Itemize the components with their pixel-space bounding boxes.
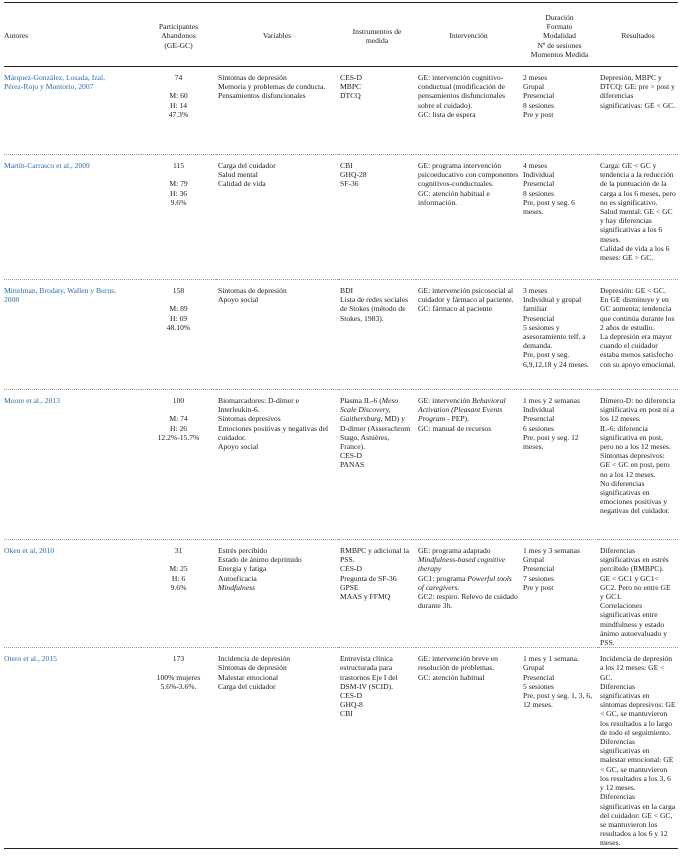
header-participantes: Participantes Abandonos (GE-GC) xyxy=(141,3,216,67)
duration-line: Individual xyxy=(523,170,555,180)
variable-line: Síntomas de depresión xyxy=(218,663,287,673)
instrument-line: GPSE xyxy=(340,582,359,592)
author-line: Pérez-Rojo y Montorio, 2007 xyxy=(4,82,94,92)
result-line: GE < GC1 y GC1< GC2. Pero no entre GE y GC1. xyxy=(600,573,671,602)
participants-total: 100 xyxy=(172,396,185,406)
header-instrumentos: Instrumentos de medida xyxy=(338,3,416,67)
intervention-line: GE: intervención Behavioral Activation (Pleasant Events Program - PEP). xyxy=(418,396,506,424)
intervention-line: GC: manual de recursos xyxy=(418,423,492,433)
participants-total: 158 xyxy=(172,286,185,296)
result-line: Carga: GE < GC y tendencia a la reducción de la puntuación de la carga a los 6 meses, pero no es significativo. xyxy=(600,161,676,207)
intervention-line: GE: intervención psicosocial al cuidador y fármaco al paciente. xyxy=(418,286,514,305)
author-line: 2008 xyxy=(4,295,20,305)
duration-line: Pre, post y seg. 1, 3, 6, 12 meses. xyxy=(523,691,592,710)
variable-line: Apoyo social xyxy=(218,295,259,305)
intervention-line: GC: atención habitual xyxy=(418,672,485,682)
header-resultados: Resultados xyxy=(598,3,678,67)
header-duracion: Duración Formato Modalidad Nº de sesiones Momentos Medida xyxy=(521,3,598,67)
participants-hombres: H: 6 xyxy=(171,573,186,583)
duration-line: Pre y post xyxy=(523,582,554,592)
instrument-line: CES-D xyxy=(340,451,362,461)
instrument-line: GHQ-28 xyxy=(340,170,367,180)
cell-variables xyxy=(216,280,338,390)
table-row xyxy=(4,280,678,390)
result-line: No diferencias significativas en emociones positivas y negativas del cuidador. xyxy=(600,478,670,516)
duration-line: Grupal xyxy=(523,555,545,565)
duration-line: 8 sesiones xyxy=(523,100,555,110)
participants-abandonos: 9.6% xyxy=(170,582,187,592)
spacer xyxy=(143,82,214,91)
result-line: Síntomas depresivos: GE < GC en post, pero no a los 12 meses. xyxy=(600,451,670,479)
duration-line: Grupal xyxy=(523,663,545,673)
participants-abandonos: 48.10% xyxy=(166,322,191,332)
duration-line: 1 mes y 1 semana. xyxy=(523,654,579,664)
instrument-line: GHQ-8 xyxy=(340,700,363,710)
cell-resultados xyxy=(598,280,678,390)
author-line: Otero et al., 2015 xyxy=(4,654,57,664)
instrument-line: Pregunta de SF-36 xyxy=(340,573,397,583)
participants-hombres: H: 14 xyxy=(169,100,188,110)
instrument-line: Plasma IL-6 (Meso Scale Discovery, Gaithersburg, MD) y D-dímer (Asserachrom Stago, Asnières, France). xyxy=(340,396,411,452)
duration-line: Presencial xyxy=(523,91,555,101)
spacer xyxy=(143,663,214,672)
duration-line: 1 mes y 3 semanas xyxy=(523,546,580,556)
intervention-line: GE: intervención breve en resolución de problemas. xyxy=(418,654,498,673)
variable-line: Carga del cuidador xyxy=(218,161,276,171)
cell-duracion xyxy=(521,280,598,390)
duration-line: Pre, post y seg. 12 meses. xyxy=(523,432,579,452)
variable-line: Apoyo social xyxy=(218,442,259,452)
cell-participantes xyxy=(141,67,216,155)
result-line: Depresión, MBPC y DTCQ: GE: pre > post y diferencias significativas: GE < GC. xyxy=(600,73,676,110)
spacer xyxy=(143,295,214,304)
participants-mujeres: M: 60 xyxy=(169,91,188,101)
author-line: Moore et al., 2013 xyxy=(4,396,60,406)
instrument-line: MBPC xyxy=(340,82,362,92)
cell-intervencion xyxy=(416,540,521,648)
participants-hombres: H: 36 xyxy=(169,188,188,198)
cell-variables xyxy=(216,648,338,848)
intervention-line: GE: programa intervención psicoeducativo con componentes cognitivos-conductuales. xyxy=(418,161,519,189)
variable-line: Biomarcadores: D-dímer e Interleukin-6. xyxy=(218,396,299,415)
cell-participantes xyxy=(141,540,216,648)
table-row xyxy=(4,540,678,648)
cell-duracion xyxy=(521,67,598,155)
cell-intervencion xyxy=(416,67,521,155)
cell-variables xyxy=(216,390,338,540)
participants-abandonos: 47.3% xyxy=(168,109,189,119)
result-line: Dímero-D: no diferencia significativa en post ni a los 12 meses. xyxy=(600,396,676,424)
cell-resultados xyxy=(598,155,678,280)
duration-line: Presencial xyxy=(523,672,555,682)
participants-mujeres: 100% mujeres xyxy=(156,672,201,682)
result-line: Diferencias significativas en la carga del cuidador: GE < GC, se mantuvieron los resultados a los 6 y 12 meses. xyxy=(600,792,676,848)
author-line: Márquez-González, Losada, Izal, xyxy=(4,73,105,83)
participants-abandonos: 12.2%-15.7% xyxy=(157,432,200,442)
author-line: Mittelman, Brodaty, Wallen y Burns, xyxy=(4,286,117,296)
author-line: Oken et al, 2010 xyxy=(4,546,55,556)
cell-variables xyxy=(216,540,338,648)
duration-line: 2 meses xyxy=(523,73,548,83)
variable-line: Memoria y problemas de conducta. xyxy=(218,82,326,92)
cell-resultados xyxy=(598,648,678,848)
duration-line: Individual xyxy=(523,405,555,415)
participants-total: 31 xyxy=(174,546,183,556)
cell-autores xyxy=(4,540,141,648)
cell-duracion xyxy=(521,540,598,648)
spacer xyxy=(143,405,214,414)
participants-total: 115 xyxy=(172,161,185,171)
cell-intervencion xyxy=(416,648,521,848)
cell-intervencion xyxy=(416,280,521,390)
cell-instrumentos xyxy=(338,155,416,280)
cell-resultados xyxy=(598,390,678,540)
intervention-line: GC2: respiro. Relevo de cuidado durante 3h. xyxy=(418,592,518,611)
variable-line: Energía y fatiga xyxy=(218,564,267,574)
cell-instrumentos xyxy=(338,540,416,648)
variable-line: Incidencia de depresión xyxy=(218,654,291,664)
duration-line: 1 mes y 2 semanas xyxy=(523,396,580,406)
participants-abandonos: 5.6%-3.6%. xyxy=(160,681,197,691)
duration-line: Grupal xyxy=(523,82,545,92)
participants-hombres: H: 26 xyxy=(169,423,188,433)
result-line: IL-6: diferencia significativa en post, pero no a los 12 meses. xyxy=(600,423,671,452)
cell-intervencion xyxy=(416,390,521,540)
participants-abandonos: 9.6% xyxy=(170,197,187,207)
duration-line: Presencial xyxy=(523,414,555,424)
variable-line: Síntomas de depresión xyxy=(218,73,287,83)
variable-line: Síntomas depresivos xyxy=(218,414,281,424)
instrument-line: Entrevista clínica estructurada para trastornos Eje I del DSM-IV (SCID). xyxy=(340,654,398,691)
studies-table xyxy=(4,2,678,849)
instrument-line: Lista de redes sociales de Stokes (método de Stokes, 1983). xyxy=(340,295,409,323)
cell-duracion xyxy=(521,390,598,540)
variable-line: Síntomas de depresión xyxy=(218,286,287,296)
participants-mujeres: M: 79 xyxy=(169,179,188,189)
duration-line: 5 sesiones y asesoramiento telf. a demanda. xyxy=(523,322,586,351)
header-variables: Variables xyxy=(216,3,338,67)
variable-line: Carga del cuidador xyxy=(218,681,276,691)
cell-autores xyxy=(4,390,141,540)
variable-line: Emociones positivas y negativas del cuidador. xyxy=(218,423,329,442)
result-line: Diferencias significativas en síntomas depresivos: GE < GC, se mantuvieron los resultados a lo largo de todo el seguimiento. xyxy=(600,681,676,737)
cell-participantes xyxy=(141,155,216,280)
participants-hombres: H: 69 xyxy=(169,313,188,323)
intervention-line: GC: lista de espera xyxy=(418,109,476,119)
cell-autores xyxy=(4,67,141,155)
cell-participantes xyxy=(141,648,216,848)
variable-line: Autoeficacia xyxy=(218,573,257,583)
cell-instrumentos xyxy=(338,390,416,540)
duration-line: 3 meses xyxy=(523,286,548,296)
instrument-line: CES-D xyxy=(340,73,362,83)
intervention-line: GE: intervención cognitivo-conductual (modificación de pensamientos disfuncionales sobre el cuidado). xyxy=(418,73,506,110)
duration-line: Pre, post y seg. 6 meses. xyxy=(523,197,575,217)
duration-line: Individual y grupal familiar xyxy=(523,295,582,314)
cell-autores xyxy=(4,648,141,848)
spacer xyxy=(143,170,214,179)
variable-line: Estrés percibido xyxy=(218,546,268,556)
cell-variables xyxy=(216,155,338,280)
table-row xyxy=(4,390,678,540)
cell-resultados xyxy=(598,540,678,648)
header-row xyxy=(4,3,678,67)
participants-total: 74 xyxy=(174,73,183,83)
cell-autores xyxy=(4,280,141,390)
duration-line: 7 sesiones xyxy=(523,573,555,583)
intervention-line: GE: programa adaptado Mindfulness-based cognitive therapy xyxy=(418,546,506,574)
instrument-line: DTCQ xyxy=(340,91,361,101)
duration-line: 5 sesiones xyxy=(523,681,555,691)
variable-line: Estado de ánimo deprimido xyxy=(218,555,302,565)
cell-duracion xyxy=(521,648,598,848)
instrument-line: MAAS y FFMQ xyxy=(340,592,391,602)
participants-mujeres: M: 25 xyxy=(169,564,188,574)
variable-line: Pensamientos disfuncionales xyxy=(218,91,306,101)
participants-mujeres: M: 74 xyxy=(169,414,188,424)
participants-mujeres: M: 89 xyxy=(169,304,188,314)
duration-line: Presencial xyxy=(523,564,555,574)
result-line: Depresión: GE < GC. En GE disminuye y en GC aumenta; tendencia que continúa durante los 2 años de estudio. xyxy=(600,286,675,332)
instrument-line: PANAS xyxy=(340,460,365,470)
table-row xyxy=(4,155,678,280)
instrument-line: BDI xyxy=(340,286,354,296)
result-line: Diferencias significativas en estrés percibido (RMBPC). xyxy=(600,546,669,574)
instrument-line: CES-D xyxy=(340,691,362,701)
duration-line: 4 meses xyxy=(523,161,548,171)
duration-line: Presencial xyxy=(523,313,555,323)
duration-line: 8 sesiones xyxy=(523,188,555,198)
result-line: Salud mental: GE < GC y hay diferencias significativas a los 6 meses. xyxy=(600,207,673,244)
cell-instrumentos xyxy=(338,280,416,390)
cell-instrumentos xyxy=(338,67,416,155)
result-line: La depresión era mayor cuando el cuidador estaba menos satisfecho con su apoyo emocional. xyxy=(600,332,676,369)
instrument-line: CES-D xyxy=(340,564,362,574)
spacer xyxy=(143,555,214,564)
duration-line: Presencial xyxy=(523,179,555,189)
intervention-line: GC1: programa Powerful tools of caregivers. xyxy=(418,573,512,592)
table-row xyxy=(4,67,678,155)
instrument-line: SF-36 xyxy=(340,179,359,189)
intervention-line: GC: atención habitual e información. xyxy=(418,188,490,207)
cell-resultados xyxy=(598,67,678,155)
variable-line: Salud mental xyxy=(218,170,258,180)
duration-line: 6 sesiones xyxy=(523,423,555,433)
variable-line: Mindfulness xyxy=(218,582,256,592)
cell-autores xyxy=(4,155,141,280)
result-line: Incidencia de depresión a los 12 meses: GE < GC. xyxy=(600,654,673,682)
cell-intervencion xyxy=(416,155,521,280)
instrument-line: RMBPC y adicional la PSS. xyxy=(340,546,409,565)
author-line: Martín-Carrasco et al., 2009 xyxy=(4,161,90,171)
instrument-line: CBI xyxy=(340,161,353,171)
table-row xyxy=(4,648,678,848)
instrument-line: CBI xyxy=(340,709,353,719)
cell-duracion xyxy=(521,155,598,280)
cell-participantes xyxy=(141,390,216,540)
cell-variables xyxy=(216,67,338,155)
header-autores: Autores xyxy=(4,3,141,67)
cell-participantes xyxy=(141,280,216,390)
duration-line: Pre y post xyxy=(523,109,554,119)
variable-line: Malestar emocional xyxy=(218,672,279,682)
participants-total: 173 xyxy=(172,654,185,664)
cell-instrumentos xyxy=(338,648,416,848)
result-line: Correlaciones significativas entre mindfulness y estado ánimo autoevaluado y PSS. xyxy=(600,601,668,648)
variable-line: Calidad de vida xyxy=(218,179,266,189)
result-line: Diferencias significativas en malestar emocional: GE < GC, se mantuvieron los resultados a los 3, 6 y 12 meses. xyxy=(600,737,674,793)
result-line: Calidad de vida a los 6 meses: GE > GC. xyxy=(600,243,670,263)
duration-line: Pre, post y seg. 6,9,12,18 y 24 meses. xyxy=(523,350,590,369)
header-intervencion: Intervención xyxy=(416,3,521,67)
intervention-line: GC: fármaco al paciente xyxy=(418,304,493,314)
